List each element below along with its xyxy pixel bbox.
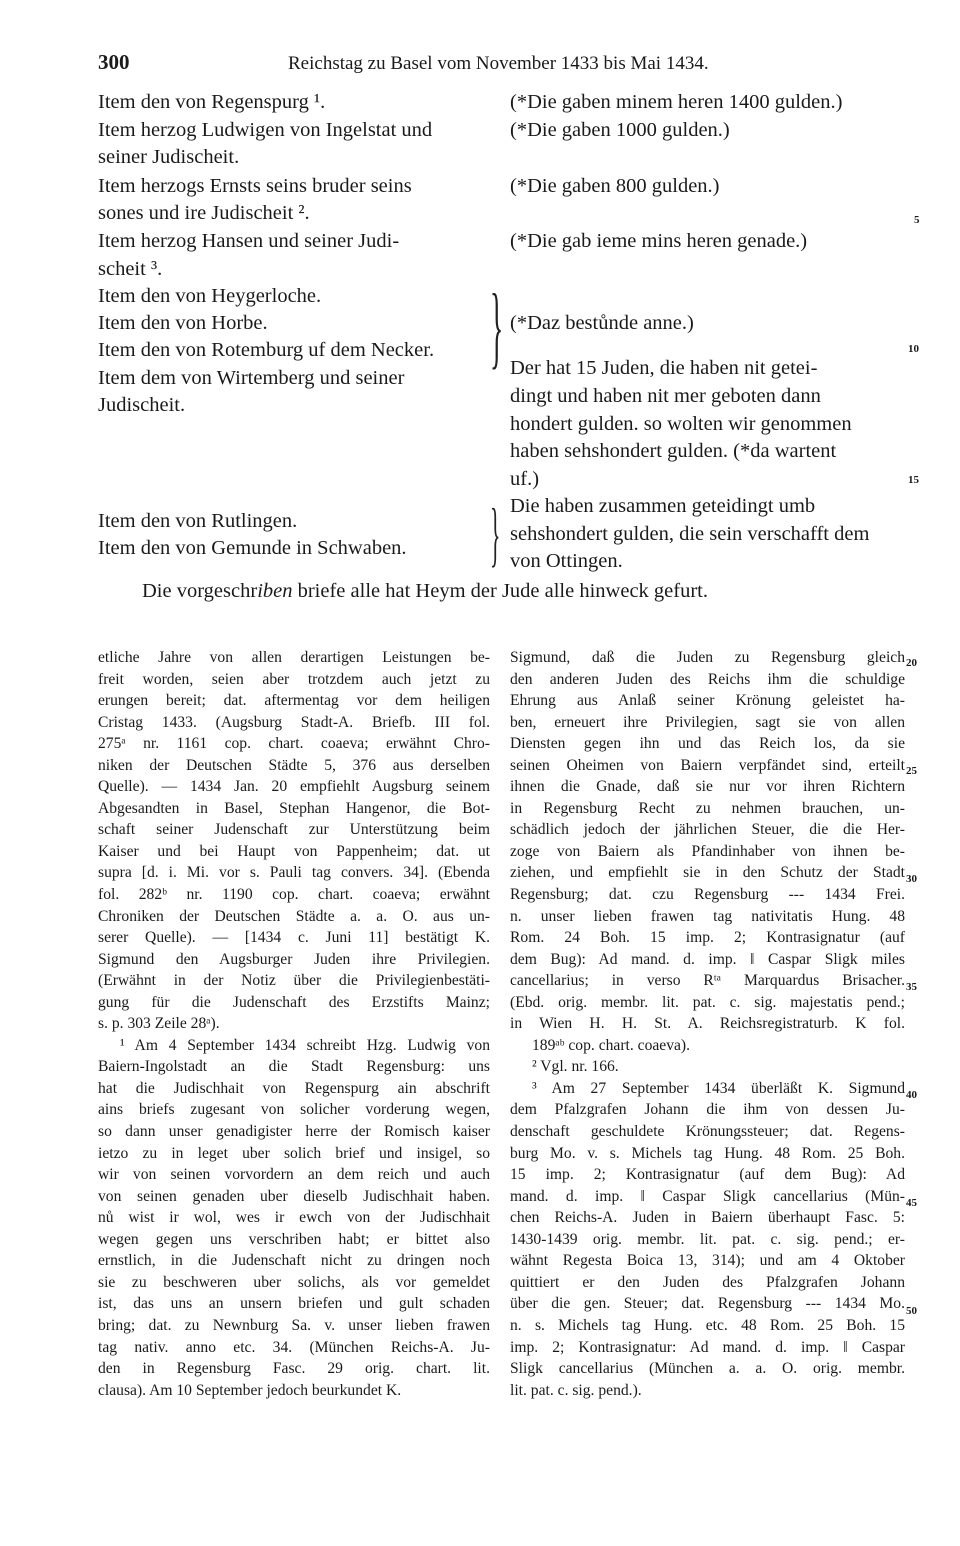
footnote-line: zoge von Baiern als Pfandinhaber von ihnen be- <box>510 842 905 860</box>
closing-line <box>142 580 708 603</box>
footnote-line: den anderen Juden des Reichs ihm die schuldige <box>510 670 905 688</box>
table-left-line: seiner Judischeit. <box>98 146 240 168</box>
footnote-line: über die gen. Steuer; dat. Regensburg --- 1434 Mo. <box>510 1295 905 1313</box>
footnote-line: Rom. 24 Boh. 15 imp. 2; Kontrasignatur (auf <box>510 929 905 947</box>
footnote-line: wegen gegen uns verschriben habt; er bittet also <box>98 1230 490 1248</box>
table-right-line: sehshondert gulden, die sein verschafft dem <box>510 523 870 545</box>
footnote-line: so dann unser genadigister herre der Romisch kaiser <box>98 1123 490 1141</box>
table-left-line: Item den von Gemunde in Schwaben. <box>98 537 407 559</box>
footnote-line: serer Quelle). — [1434 c. Juni 11] bestätigt K. <box>98 929 490 947</box>
footnote-line: dem Pfalzgrafen Johann die ihm von dessen Ju- <box>510 1101 905 1119</box>
line-number: 15 <box>908 474 919 486</box>
footnote-line: ist, das uns an unsern briefen und gult schaden <box>98 1295 490 1313</box>
footnote-line: Kaiser und bei Haupt von Pappenheim; dat. ut <box>98 842 490 860</box>
footnotes-left-column <box>98 647 490 1401</box>
footnote-line: n. unser lieben frawen tag nativitatis Hung. 48 <box>510 907 905 925</box>
footnote-line: hat die Judischhait von Regenspurg ain abschrift <box>98 1079 490 1097</box>
line-number: 25 <box>906 765 917 777</box>
footnote-line: supra [d. i. Mi. vor s. Pauli tag convers. 34]. (Ebenda <box>98 864 490 882</box>
table-left-line: Item den von Horbe. <box>98 312 268 334</box>
footnote-line: n. s. Michels tag Hung. etc. 48 Rom. 25 Boh. 15 <box>510 1316 905 1334</box>
brace: } <box>490 275 504 377</box>
table-right-line: (*Die gaben minem heren 1400 gulden.) <box>510 91 843 113</box>
line-number: 35 <box>906 981 917 993</box>
table-left-line: Item herzog Ludwigen von Ingelstat und <box>98 119 433 141</box>
footnote-line: ernstlich, in die Judenschaft nicht zu dringen noch <box>98 1252 490 1270</box>
footnote-line: s. p. 303 Zeile 28ᵃ). <box>98 1015 220 1033</box>
table-right-line: haben sehshondert gulden. (*da wartent <box>510 440 837 462</box>
table-right-line: uf.) <box>510 468 540 490</box>
table-right-line: (*Die gab ieme mins heren genade.) <box>510 230 808 252</box>
line-number: 30 <box>906 873 917 885</box>
footnote-line: von seinen genaden uber dieselb Judischhait haben. <box>98 1187 490 1205</box>
footnote-line: ² Vgl. nr. 166. <box>532 1058 619 1076</box>
table-left-line: Judischeit. <box>98 394 186 416</box>
footnote-line: wähnt Regesta Boica 13, 314); und am 4 Oktober <box>510 1252 905 1270</box>
table-left-line: Item den von Heygerloche. <box>98 285 322 307</box>
footnote-line: burg Mo. v. s. Michels tag Hung. 48 Rom. 25 Boh. <box>510 1144 905 1162</box>
line-number: 5 <box>914 214 920 226</box>
brace: } <box>490 494 501 574</box>
table-right-line: hondert gulden. so wolten wir genommen <box>510 413 852 435</box>
footnote-line: ben, erneuert ihre Privilegien, sagt sie von allen <box>510 713 905 731</box>
closing-italic: iben <box>257 580 293 602</box>
line-number: 50 <box>906 1305 917 1317</box>
table-left-line: scheit ³. <box>98 258 163 280</box>
footnote-line: nů wist ir wol, wes ir ewch von der Judischhait <box>98 1209 490 1227</box>
closing-roman: Die vorgeschr <box>142 580 258 602</box>
footnote-line: wir von seinen vorvordern an dem reich und auch <box>98 1166 490 1184</box>
footnote-line: Diensten gegen ihn und das Reich los, da sie <box>510 735 905 753</box>
footnote-line: schädlich jedoch der jährlichen Steuer, die die Her- <box>510 821 905 839</box>
footnotes-right-column <box>510 647 905 1401</box>
footnote-line: chen Reichs-A. Juden in Baiern überhaupt Fasc. 5: <box>510 1209 905 1227</box>
footnote-line: sie zu beschweren uber solichs, als vor gemeldet <box>98 1273 490 1291</box>
footnote-line: imp. 2; Kontrasignatur: Ad mand. d. imp. ‖ Caspar <box>510 1338 905 1356</box>
footnote-line: ietzo zu in leget uber solich brief und insigel, so <box>98 1144 490 1162</box>
footnote-line: Sigmund, daß die Juden zu Regensburg gleich <box>510 649 905 666</box>
footnote-line: ihnen die Gnade, daß sie nur vor ihren Richtern <box>510 778 905 796</box>
line-number: 10 <box>908 343 919 355</box>
footnote-line: denschaft geschuldete Krönungssteuer; dat. Regens- <box>510 1123 905 1141</box>
footnote-line: tag nativ. anno etc. 34. (München Reichs-A. Ju- <box>98 1338 490 1356</box>
footnote-line: Sigmund den Augsburger Juden ihre Privilegien. <box>98 950 490 968</box>
footnote-line: ¹ Am 4 September 1434 schreibt Hzg. Ludwig von <box>120 1036 490 1054</box>
footnote-line: ³ Am 27 September 1434 überläßt K. Sigmund <box>532 1079 905 1097</box>
footnote-line: Regensburg; dat. czu Regensburg --- 1434 Frei. <box>510 886 905 904</box>
table-right-line: von Ottingen. <box>510 550 623 572</box>
table-left-line: Item herzog Hansen und seiner Judi- <box>98 230 400 252</box>
footnote-line: dem Bug): Ad mand. d. imp. ‖ Caspar Sligk miles <box>510 950 905 968</box>
table-right-line: (*Die gaben 1000 gulden.) <box>510 119 730 141</box>
footnote-line: ziehen, und empfiehlt sie in den Schutz der Stadt <box>510 864 905 882</box>
footnote-line: bring; dat. zu Newnburg Sa. v. unser lieben frawen <box>98 1316 490 1334</box>
line-number: 45 <box>906 1197 917 1209</box>
running-title: Reichstag zu Basel vom November 1433 bis Mai 1434. <box>288 53 709 74</box>
line-number: 40 <box>906 1089 917 1101</box>
table-left-line: Item herzogs Ernsts seins bruder seins <box>98 175 412 197</box>
table-right-line: (*Die gaben 800 gulden.) <box>510 175 720 197</box>
footnote-line: Ehrung aus Anlaß seiner Krönung geleistet ha- <box>510 692 905 710</box>
table-right-line: Die haben zusammen geteidingt umb <box>510 495 816 517</box>
footnote-line: erungen bereit; dat. aftermentag vor dem heiligen <box>98 692 490 710</box>
footnote-line: 189ᵃᵇ cop. chart. coaeva). <box>532 1036 691 1054</box>
footnote-line: Quelle). — 1434 Jan. 20 empfiehlt Augsburg seinem <box>98 778 490 796</box>
footnote-line: freit worden, seien aber trotzdem auch jetzt zu <box>98 670 490 688</box>
footnote-line: ains briefs zugesant von solicher vorderung wegen, <box>98 1101 490 1119</box>
footnote-line: Cristag 1433. (Augsburg Stadt-A. Briefb. III fol. <box>98 713 490 731</box>
footnote-line: Sligk cancellarius (München a. a. O. orig. membr. <box>510 1360 905 1378</box>
footnote-line: gung für die Judenschaft des Erzstifts Mainz; <box>98 993 490 1011</box>
footnote-line: in Regensburg Recht zu nehmen brauchen, un- <box>510 799 905 817</box>
footnote-line: 275ᵃ nr. 1161 cop. chart. coaeva; erwähnt Chro- <box>98 735 490 753</box>
page-number: 300 <box>98 50 130 74</box>
footnote-line: cancellarius; in verso Rᵗᵃ Marquardus Brisacher. <box>510 972 905 990</box>
footnote-line: fol. 282ᵇ nr. 1190 cop. chart. coaeva; erwähnt <box>98 886 490 904</box>
table-right-line: Der hat 15 Juden, die haben nit getei- <box>510 357 818 379</box>
table-left-line: Item den von Rutlingen. <box>98 510 298 532</box>
footnote-line: 1430-1439 orig. membr. lit. pat. c. sig. pend.; er- <box>510 1230 905 1248</box>
table-left-line: sones und ire Judischeit ². <box>98 202 310 224</box>
table-left-line: Item den von Regenspurg ¹. <box>98 91 326 113</box>
footnote-line: seinen Oheimen von Baiern verpfändet sind, erteilt <box>510 756 905 774</box>
footnote-line: lit. pat. c. sig. pend.). <box>510 1381 642 1399</box>
closing-rest: briefe alle hat Heym der Jude alle hinweck gefurt. <box>292 580 708 602</box>
footnote-line: clausa). Am 10 September jedoch beurkundet K. <box>98 1381 402 1399</box>
footnote-line: Chroniken der Deutschen Städte a. a. O. aus un- <box>98 907 490 925</box>
footnote-line: quittiert er den Juden des Pfalzgrafen Johann <box>510 1273 905 1291</box>
table-right-line: (*Daz bestůnde anne.) <box>510 312 694 334</box>
table-right-line: dingt und haben nit mer geboten dann <box>510 385 821 407</box>
line-number: 20 <box>906 657 917 669</box>
table-left-line: Item den von Rotemburg uf dem Necker. <box>98 339 435 361</box>
footnote-line: (Ebd. orig. membr. lit. pat. c. sig. majestatis pend.; <box>510 993 905 1011</box>
footnote-line: mand. d. imp. ‖ Caspar Sligk cancellarius (Mün- <box>510 1187 905 1205</box>
footnote-line: etliche Jahre von allen derartigen Leistungen be- <box>98 649 490 666</box>
table-left-line: Item dem von Wirtemberg und seiner <box>98 367 405 389</box>
footnote-line: 15 imp. 2; Kontrasignatur (auf dem Bug): Ad <box>510 1166 905 1184</box>
footnote-line: schaft seiner Judenschaft zur Unterstützung beim <box>98 821 490 839</box>
footnote-line: in Wien H. H. St. A. Reichsregistraturb. K fol. <box>510 1015 905 1033</box>
footnote-line: (Erwähnt in der Notiz über die Privilegienbestäti- <box>98 972 490 990</box>
footnote-line: niken der Deutschen Städte 5, 376 aus derselben <box>98 756 490 774</box>
footnote-line: Abgesandten in Basel, Stephan Hangenor, die Bot- <box>98 799 490 817</box>
footnote-line: Baiern-Ingolstadt an die Stadt Regensburg: uns <box>98 1058 490 1076</box>
footnote-line: den in Regensburg Fasc. 29 orig. chart. lit. <box>98 1360 490 1378</box>
